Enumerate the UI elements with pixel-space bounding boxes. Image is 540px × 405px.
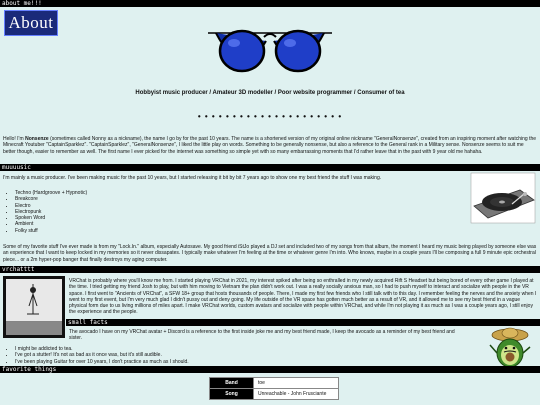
section-vrchat-title: vrchatttt	[2, 266, 35, 273]
page-header-bar	[0, 0, 540, 7]
favorite-key: Song	[210, 389, 254, 400]
section-music-title: muuuusic	[2, 164, 31, 171]
music-lead: I'm mainly a music producer. I've been making music for the past 10 years, but I started releasing it bit by bit 7 years ago to show one my best friend the stuff I was making.	[3, 175, 382, 181]
list-item: • I've been playing Guitar for over 10 years, I don't practice as much as I should.	[15, 359, 445, 365]
list-item: • I might be addicted to tea.	[15, 346, 445, 352]
favorite-value: Unreachable - John Frusciante	[254, 389, 339, 400]
list-item: • Ambient	[15, 221, 215, 227]
sunglasses-icon	[206, 27, 334, 79]
divider: • • • • • • • • • • • • • • • • • • • • •	[197, 112, 343, 121]
list-item: • Electro	[15, 203, 215, 209]
table-row	[210, 389, 339, 400]
section-favorites-title: favorite things	[2, 366, 57, 373]
avocado-paragraph: The avocado I have on my VRChat avatar + Discord is a reference to the first inside joke me and my best friend made, I keep the avocado as a reminder of my best friend and sister.	[69, 329, 455, 342]
intro-paragraph	[3, 136, 537, 155]
avocado-mascot-image	[482, 325, 538, 369]
section-favorites-header	[0, 366, 540, 373]
vrchat-body: VRChat is probably where you'll know me from. I started playing VRChat in 2021, my interest spiked after being so enthralled in my newly acquired Rift S Headset but being bored of every other game I played at the time. I tried getting my friend Josh to play, but with him moving to Vietnam the plan didn't work out. I was a really socially anxious man, so I had to push myself to interact and socialize with people in the VR space. I first went to "Ancients of VRChat", a SFW 18+ group that hosts thousands of people. There, I made my first few friends who I still talk with to this day. I remember feeling the nerves and the anxiety when I went to my first event, but I'm very much glad I didn't pussy out and deny going. My life outside of the VR space has gotten much better as a result of VR, and it allowed me to see my best friend in a vague physical form due to us living millions of miles apart. I make VRChat worlds, custom avatars and socialize with people within VRChat, and while I'm not playing it as much as I was a couple years ago, I still enjoy the experience and the people.	[69, 278, 537, 316]
favorites-table	[209, 377, 339, 400]
list-item: • Techno (Hardgroove + Hypnotic)	[15, 190, 215, 196]
page-title: about me!!!	[2, 0, 42, 7]
turntable-image	[470, 172, 536, 224]
facts-list	[3, 346, 445, 365]
favorite-key: Band	[210, 378, 254, 389]
section-facts-title: small facts	[68, 319, 108, 326]
tagline: Hobbyist music producer / Amateur 3D modeller / Poor website programmer / Consumer of tea	[135, 90, 405, 96]
favorite-value: toe	[254, 378, 339, 389]
music-body: Some of my favorite stuff I've ever made is from my "Lock.In." album, especially Autosave. My good friend iStJo played a DJ set and included two of my songs from that album, the moment I heard my music being played by someone else was an experience that I want to keep locked in my memories so it never dissapates. I typically make whatever I'm feeling at the time or whatever genre I'm into. Who knows, maybe in a couple years I'll be composing a full 9 minute epic orchestral piece... or a 2m hyper-pop banger that finally destroys my aging computer.	[3, 244, 537, 263]
about-logo: About	[4, 10, 58, 36]
intro-text: (sometimes called Nonny as a nickname), the name I go by for the past 10 years. The name is a shortened version of my original online nickname "GeneralNonsenze", created from an inspiring moment after watching the Minecraft Youtuber "CaptainSparklez". "CaptainSparklez", "GeneralNonsenze", I liked the little play on words. Something to be generally nonsense, but also a reference to the General rank in a Military sense. Nonsenze seems to suit me better though, easier to remember as well. The first name I ever picked for the internet was something so simple yet with so many embarrassing moments that I'd rather leave that in the past with 9 year old me hahaha.	[3, 136, 537, 155]
list-item: • I've got a stutter! It's not as bad as it once was, but it's still audible.	[15, 352, 445, 358]
list-item: • Folky stuff	[15, 228, 215, 234]
list-item: • Electropunk	[15, 209, 215, 215]
table-row	[210, 378, 339, 389]
vrchat-world-image	[3, 276, 65, 338]
list-item: • Spoken Word	[15, 215, 215, 221]
intro-name: Nonsenze	[25, 136, 49, 142]
list-item: • Breakcore	[15, 196, 215, 202]
section-vrchat-header	[0, 266, 540, 273]
section-music-header	[0, 164, 540, 171]
genre-list	[3, 190, 215, 234]
intro-prefix: Hello! I'm	[3, 136, 26, 142]
section-facts-header	[66, 319, 540, 326]
